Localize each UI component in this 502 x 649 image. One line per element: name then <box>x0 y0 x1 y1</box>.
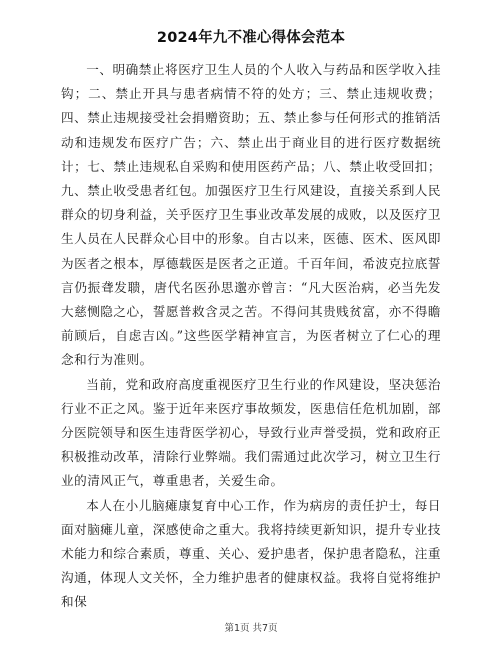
paragraph-1: 一、明确禁止将医疗卫生人员的个人收入与药品和医学收入挂钩；二、禁止开具与患者病情不符的处方；三、禁止违规收费；四、禁止违规接受社会捐赠资助；五、禁止参与任何形式的推销活动和违规发布医疗广告；六、禁止出于商业目的进行医疗数据统计；七、禁止违规私自采购和使用医药产品；八、禁止收受回扣；九、禁止收受患者红包。加强医疗卫生行风建设，直接关系到人民群众的切身利益，关乎医疗卫生事业改革发展的成败，以及医疗卫生人员在人民群众心目中的形象。自古以来，医德、医术、医风即为医者之根本，厚德载医是医者之正道。千百年间，希波克拉底誓言仍振聋发聩，唐代名医孙思邈亦曾言：“凡大医治病，必当先发大慈恻隐之心，誓愿普救含灵之苦。不得问其贵贱贫富，亦不得瞻前顾后，自虑吉凶。”这些医学精神宣言，为医者树立了仁心的理念和行为准则。 <box>61 62 441 368</box>
page-number-footer: 第1页 共7页 <box>224 623 278 634</box>
document-body <box>61 58 441 615</box>
document-title: 2024年九不准心得体会范本 <box>156 30 346 46</box>
paragraph-2: 当前，党和政府高度重视医疗卫生行业的作风建设，坚决惩治行业不正之风。鉴于近年来医疗事故频发，医患信任危机加剧，部分医院领导和医生违背医学初心，导致行业声誉受损，党和政府正积极推动改革，清除行业弊端。我们需通过此次学习，树立卫生行业的清风正气，尊重患者，关爱生命。 <box>61 376 441 489</box>
paragraph-3: 本人在小儿脑瘫康复育中心工作，作为病房的责任护士，每日面对脑瘫儿童，深感使命之重大。我将持续更新知识，提升专业技术能力和综合素质，尊重、关心、爱护患者，保护患者隐私，注重沟通，体现人文关怀，全力维护患者的健康权益。我将自觉将维护和保 <box>61 497 441 610</box>
